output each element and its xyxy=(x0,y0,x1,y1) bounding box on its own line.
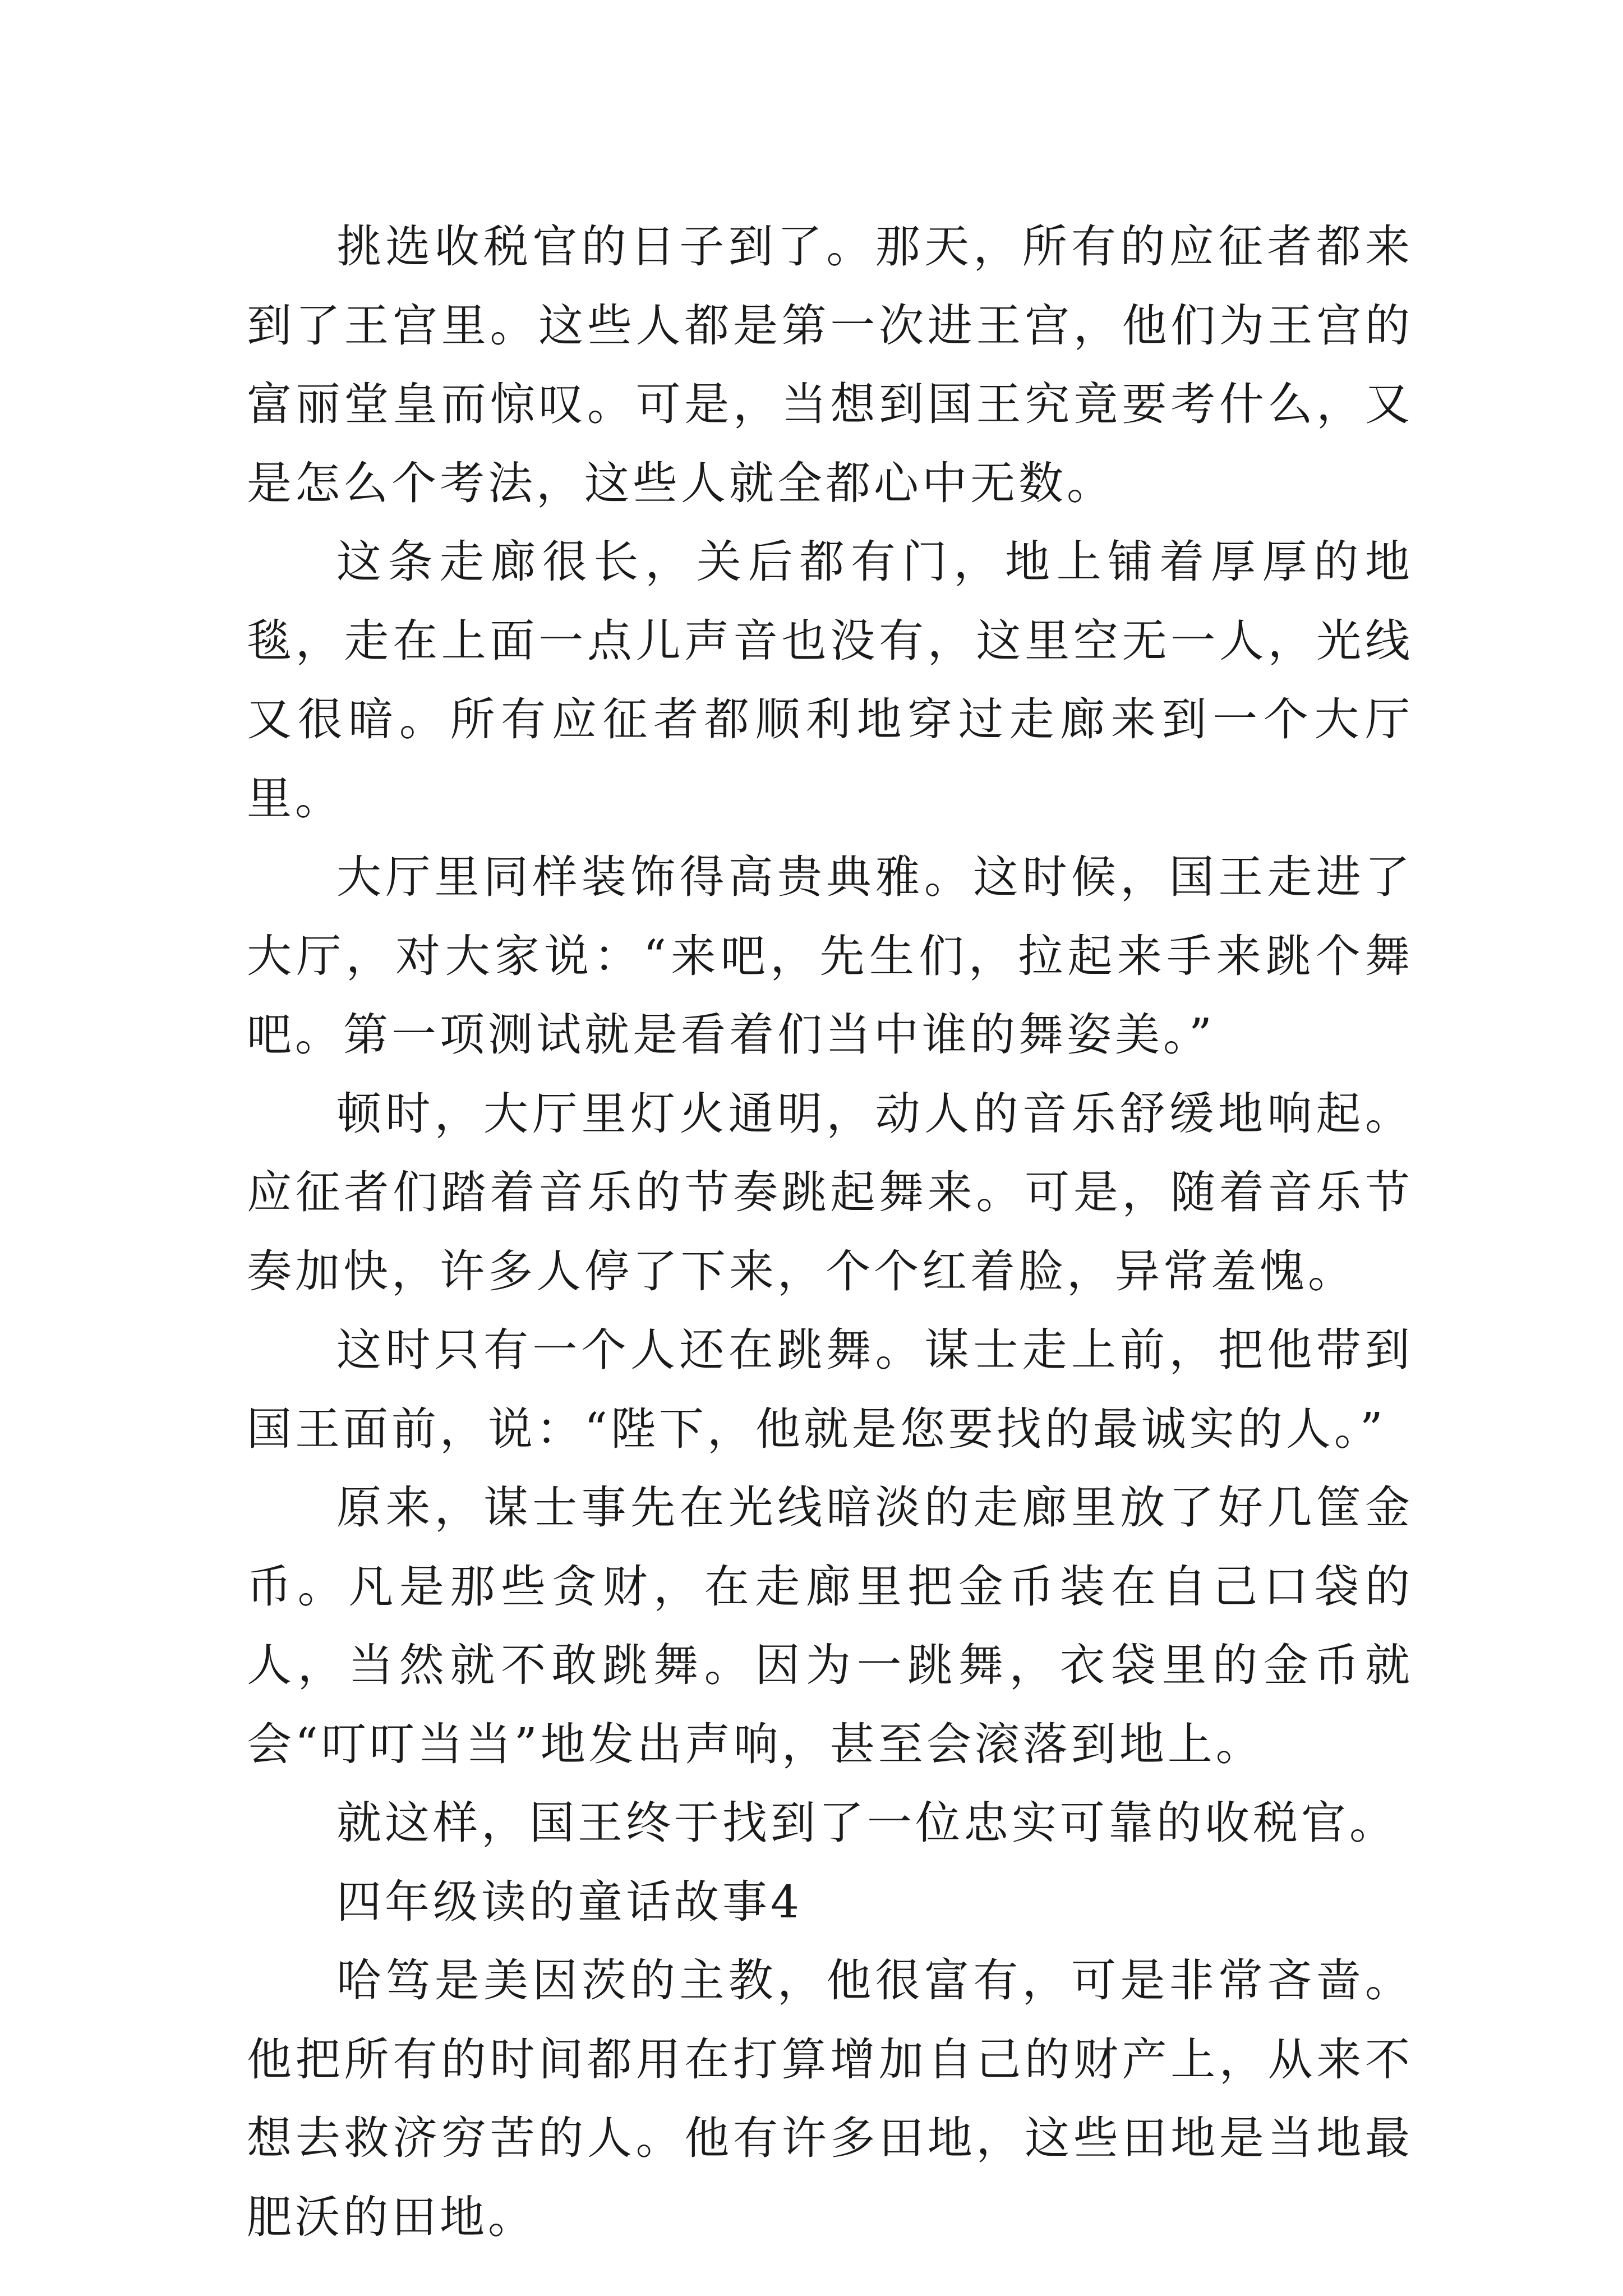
paragraph: 这条走廊很长，关后都有门，地上铺着厚厚的地毯，走在上面一点儿声音也没有，这里空无一人，光线又很暗。所有应征者都顺利地穿过走廊来到一个大厅里。 xyxy=(247,536,1413,825)
paragraph: 挑选收税官的日子到了。那天，所有的应征者都来到了王宫里。这些人都是第一次进王宫，他们为王宫的富丽堂皇而惊叹。可是，当想到国王究竟要考什么，又是怎么个考法，这些人就全都心中无数。 xyxy=(247,220,1413,509)
paragraph: 顿时，大厅里灯火通明，动人的音乐舒缓地响起。应征者们踏着音乐的节奏跳起舞来。可是，随着音乐节奏加快，许多人停了下来，个个红着脸，异常羞愧。 xyxy=(247,1087,1413,1297)
paragraph: 就这样，国王终于找到了一位忠实可靠的收税官。 xyxy=(336,1797,1398,1849)
paragraph: 这时只有一个人还在跳舞。谋士走上前，把他带到国王面前，说：“陛下，他就是您要找的最诚实的人。” xyxy=(247,1324,1413,1455)
paragraph: 哈笃是美因茨的主教，他很富有，可是非常吝啬。他把所有的时间都用在打算增加自己的财产上，从来不想去救济穷苦的人。他有许多田地，这些田地是当地最肥沃的田地。 xyxy=(247,1954,1413,2243)
paragraph: 大厅里同样装饰得高贵典雅。这时候，国王走进了大厅，对大家说：“来吧，先生们，拉起来手来跳个舞吧。第一项测试就是看着们当中谁的舞姿美。” xyxy=(247,851,1413,1061)
document-body xyxy=(247,208,1413,2257)
section-heading: 四年级读的童话故事4 xyxy=(336,1875,803,1928)
paragraph: 原来，谋士事先在光线暗淡的走廊里放了好几筐金币。凡是那些贪财，在走廊里把金币装在自己口袋的人，当然就不敢跳舞。因为一跳舞，衣袋里的金币就会“叮叮当当”地发出声响，甚至会滚落到地上。 xyxy=(247,1481,1413,1770)
